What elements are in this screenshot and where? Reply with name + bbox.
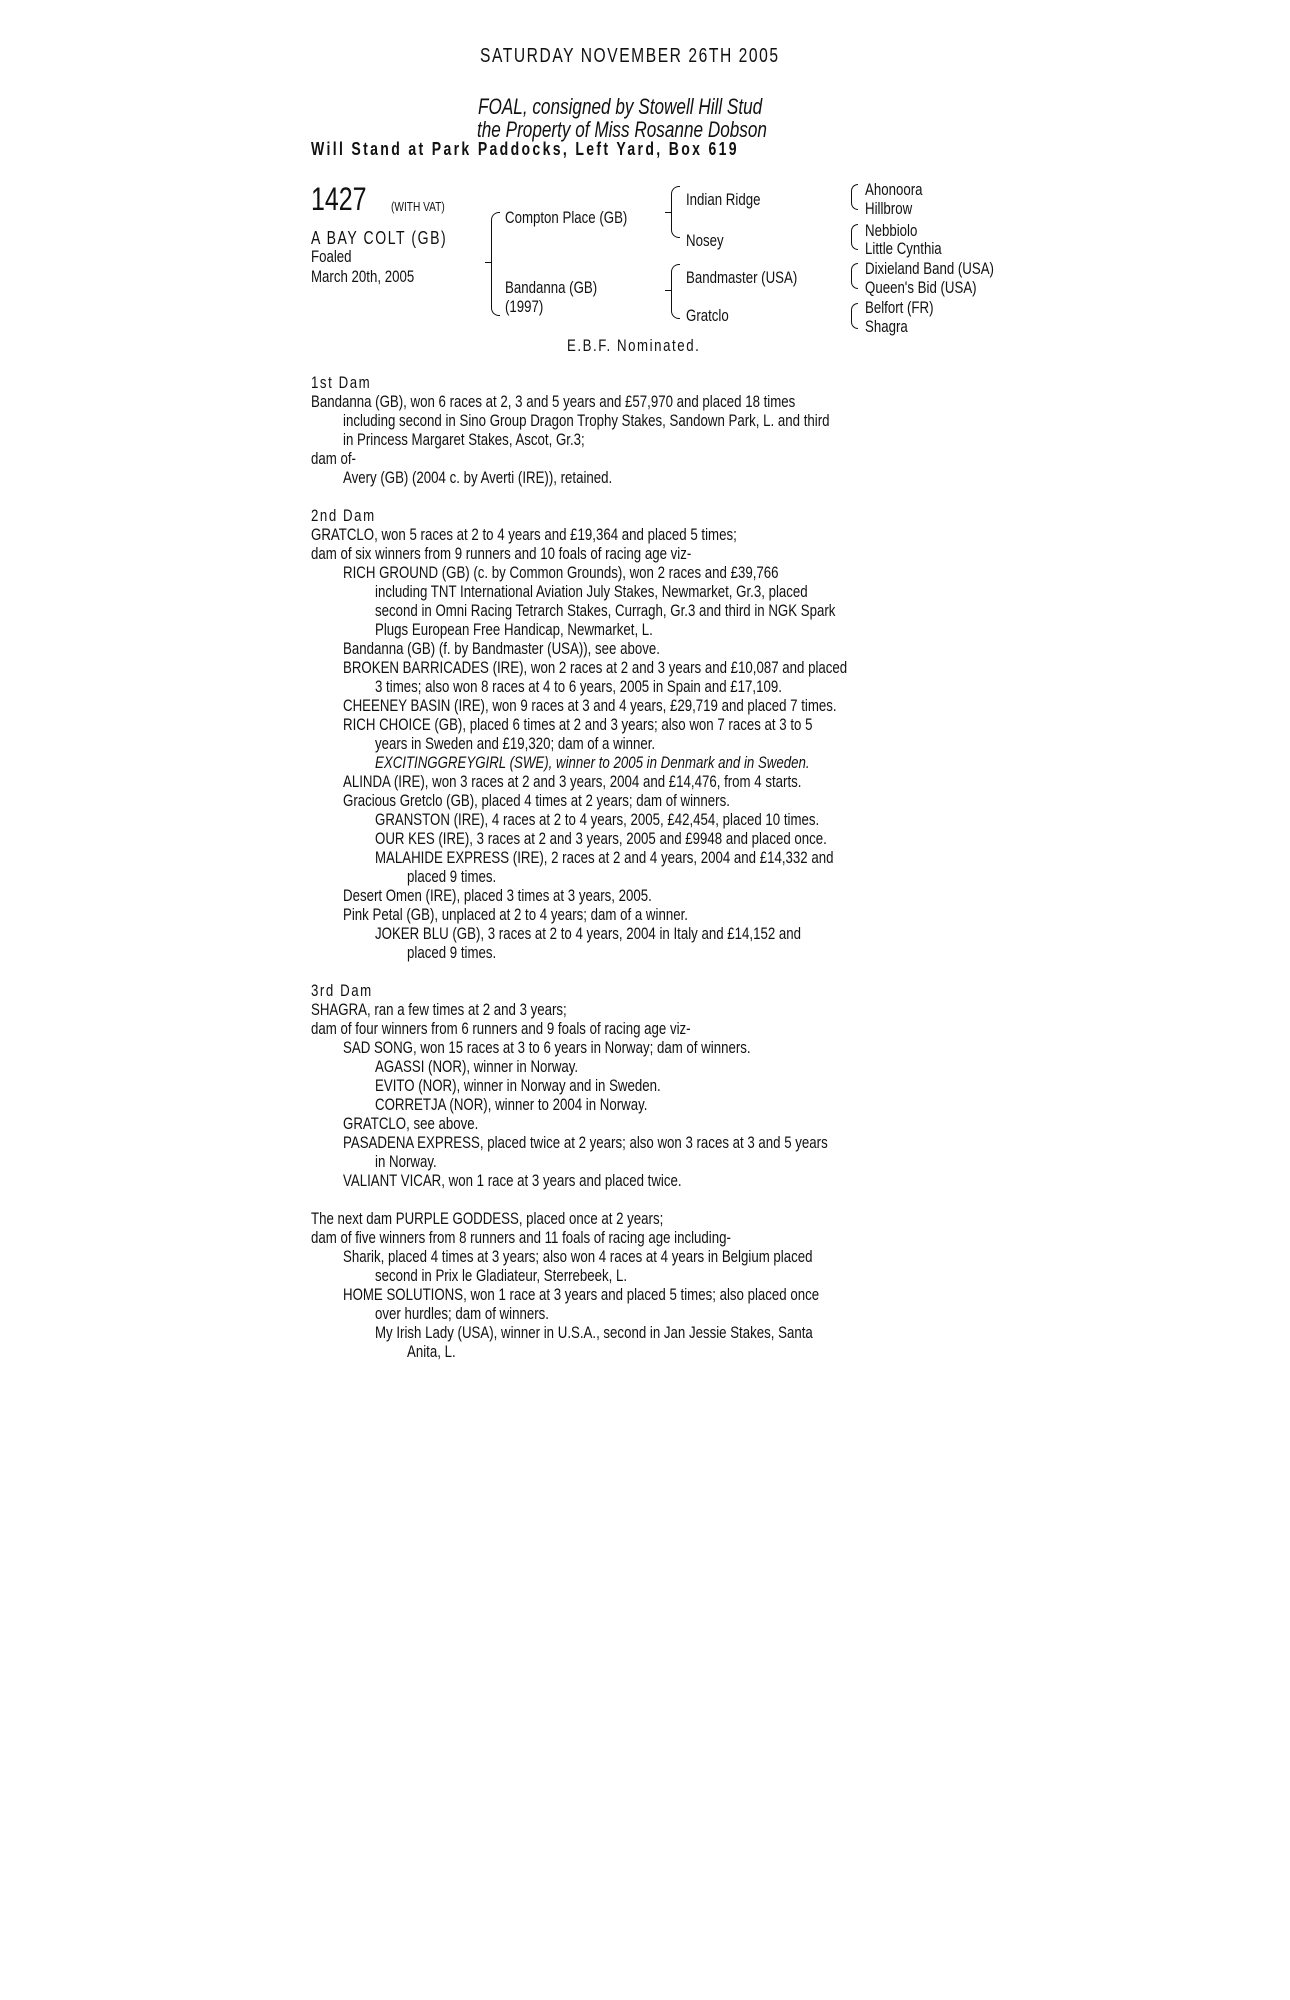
text-line: GRATCLO, won 5 races at 2 to 4 years and £19,364 and placed 5 times; bbox=[311, 525, 737, 544]
section-heading-3rd-dam: 3rd Dam bbox=[311, 981, 373, 1000]
section-heading-1st-dam: 1st Dam bbox=[311, 373, 372, 392]
text-line: placed 9 times. bbox=[407, 943, 497, 962]
text-line: dam of- bbox=[311, 449, 356, 468]
pedigree-dss: Dixieland Band (USA) bbox=[865, 259, 994, 278]
text-line: CHEENEY BASIN (IRE), won 9 races at 3 and 4 years, £29,719 and placed 7 times. bbox=[343, 696, 837, 715]
text-line: CORRETJA (NOR), winner to 2004 in Norway. bbox=[375, 1095, 648, 1114]
pedigree-dam-sire: Bandmaster (USA) bbox=[686, 268, 798, 287]
text-line: Gracious Gretclo (GB), placed 4 times at 2 years; dam of winners. bbox=[343, 791, 730, 810]
pedigree-sdd: Little Cynthia bbox=[865, 239, 942, 258]
text-line: PASADENA EXPRESS, placed twice at 2 years; also won 3 races at 3 and 5 years bbox=[343, 1133, 828, 1152]
pedigree-brace-dam bbox=[671, 264, 680, 319]
pedigree-sire: Compton Place (GB) bbox=[505, 208, 628, 227]
text-line: OUR KES (IRE), 3 races at 2 and 3 years, 2005 and £9948 and placed once. bbox=[375, 829, 827, 848]
pedigree-dam-year: (1997) bbox=[505, 297, 544, 316]
pedigree-brace-3d bbox=[851, 303, 858, 329]
pedigree-dam-dam: Gratclo bbox=[686, 306, 729, 325]
pedigree-ssd: Hillbrow bbox=[865, 199, 913, 218]
text-line: in Norway. bbox=[375, 1152, 437, 1171]
text-line: including second in Sino Group Dragon Trophy Stakes, Sandown Park, L. and third bbox=[343, 411, 830, 430]
lot-description: A BAY COLT (GB) bbox=[311, 228, 448, 248]
text-line: My Irish Lady (USA), winner in U.S.A., second in Jan Jessie Stakes, Santa bbox=[375, 1323, 813, 1342]
text-line: MALAHIDE EXPRESS (IRE), 2 races at 2 and 4 years, 2004 and £14,332 and bbox=[375, 848, 834, 867]
text-line: Desert Omen (IRE), placed 3 times at 3 years, 2005. bbox=[343, 886, 652, 905]
pedigree-dds: Belfort (FR) bbox=[865, 298, 934, 317]
pedigree-brace-dam-point bbox=[665, 290, 671, 291]
sale-date: SATURDAY NOVEMBER 26TH 2005 bbox=[480, 45, 780, 67]
pedigree-brace-3a bbox=[851, 184, 858, 210]
text-line: GRATCLO, see above. bbox=[343, 1114, 479, 1133]
pedigree-sire-dam: Nosey bbox=[686, 231, 724, 250]
pedigree-dsd: Queen's Bid (USA) bbox=[865, 278, 977, 297]
text-line: BROKEN BARRICADES (IRE), won 2 races at 2 and 3 years and £10,087 and placed bbox=[343, 658, 848, 677]
text-line: The next dam PURPLE GODDESS, placed once at 2 years; bbox=[311, 1209, 664, 1228]
text-line: Bandanna (GB) (f. by Bandmaster (USA)), see above. bbox=[343, 639, 660, 658]
text-line: dam of six winners from 9 runners and 10 foals of racing age viz- bbox=[311, 544, 692, 563]
pedigree-ddd: Shagra bbox=[865, 317, 908, 336]
text-line: including TNT International Aviation July Stakes, Newmarket, Gr.3, placed bbox=[375, 582, 808, 601]
text-line: years in Sweden and £19,320; dam of a winner. bbox=[375, 734, 656, 753]
vat-note: (WITH VAT) bbox=[391, 199, 445, 214]
foaled-label: Foaled bbox=[311, 247, 352, 266]
pedigree-sire-sire: Indian Ridge bbox=[686, 190, 761, 209]
ebf-nominated: E.B.F. Nominated. bbox=[567, 336, 701, 355]
text-line: in Princess Margaret Stakes, Ascot, Gr.3; bbox=[343, 430, 585, 449]
lot-number: 1427 bbox=[311, 181, 367, 217]
text-line: HOME SOLUTIONS, won 1 race at 3 years and placed 5 times; also placed once bbox=[343, 1285, 820, 1304]
foaled-date: March 20th, 2005 bbox=[311, 267, 415, 286]
section-heading-2nd-dam: 2nd Dam bbox=[311, 506, 376, 525]
text-line: GRANSTON (IRE), 4 races at 2 to 4 years, 2005, £42,454, placed 10 times. bbox=[375, 810, 820, 829]
pedigree-brace-3b bbox=[851, 224, 858, 250]
text-line: dam of four winners from 6 runners and 9 foals of racing age viz- bbox=[311, 1019, 691, 1038]
text-line: EXCITINGGREYGIRL (SWE), winner to 2005 in Denmark and in Sweden. bbox=[375, 753, 810, 772]
pedigree-sss: Ahonoora bbox=[865, 180, 923, 199]
text-line: RICH CHOICE (GB), placed 6 times at 2 and 3 years; also won 7 races at 3 to 5 bbox=[343, 715, 813, 734]
pedigree-dam: Bandanna (GB) bbox=[505, 278, 598, 297]
pedigree-brace-point bbox=[485, 262, 491, 263]
text-line: placed 9 times. bbox=[407, 867, 497, 886]
pedigree-sds: Nebbiolo bbox=[865, 221, 918, 240]
text-line: Anita, L. bbox=[407, 1342, 456, 1361]
text-line: SAD SONG, won 15 races at 3 to 6 years in Norway; dam of winners. bbox=[343, 1038, 751, 1057]
text-line: Pink Petal (GB), unplaced at 2 to 4 years; dam of a winner. bbox=[343, 905, 688, 924]
consignor-line: FOAL, consigned by Stowell Hill Stud bbox=[478, 94, 763, 119]
text-line: SHAGRA, ran a few times at 2 and 3 years; bbox=[311, 1000, 567, 1019]
text-line: second in Prix le Gladiateur, Sterrebeek, L. bbox=[375, 1266, 628, 1285]
text-line: second in Omni Racing Tetrarch Stakes, Curragh, Gr.3 and third in NGK Spark bbox=[375, 601, 836, 620]
pedigree-brace-sire bbox=[671, 186, 680, 238]
pedigree-brace-sire-point bbox=[665, 212, 671, 213]
text-line: RICH GROUND (GB) (c. by Common Grounds), won 2 races and £39,766 bbox=[343, 563, 779, 582]
text-line: AGASSI (NOR), winner in Norway. bbox=[375, 1057, 579, 1076]
text-line: VALIANT VICAR, won 1 race at 3 years and placed twice. bbox=[343, 1171, 682, 1190]
text-line: Bandanna (GB), won 6 races at 2, 3 and 5 years and £57,970 and placed 18 times bbox=[311, 392, 796, 411]
text-line: Sharik, placed 4 times at 3 years; also won 4 races at 4 years in Belgium placed bbox=[343, 1247, 813, 1266]
stand-location: Will Stand at Park Paddocks, Left Yard, Box 619 bbox=[311, 139, 739, 159]
text-line: dam of five winners from 8 runners and 11 foals of racing age including- bbox=[311, 1228, 731, 1247]
text-line: 3 times; also won 8 races at 4 to 6 years, 2005 in Spain and £17,109. bbox=[375, 677, 782, 696]
text-line: over hurdles; dam of winners. bbox=[375, 1304, 549, 1323]
text-line: ALINDA (IRE), won 3 races at 2 and 3 years, 2004 and £14,476, from 4 starts. bbox=[343, 772, 802, 791]
text-line: EVITO (NOR), winner in Norway and in Sweden. bbox=[375, 1076, 661, 1095]
pedigree-brace-3c bbox=[851, 263, 858, 289]
text-line: Avery (GB) (2004 c. by Averti (IRE)), retained. bbox=[343, 468, 613, 487]
text-line: Plugs European Free Handicap, Newmarket, L. bbox=[375, 620, 653, 639]
text-line: JOKER BLU (GB), 3 races at 2 to 4 years, 2004 in Italy and £14,152 and bbox=[375, 924, 802, 943]
property-line: the Property of Miss Rosanne Dobson bbox=[477, 117, 767, 142]
pedigree-brace-main bbox=[491, 212, 500, 316]
